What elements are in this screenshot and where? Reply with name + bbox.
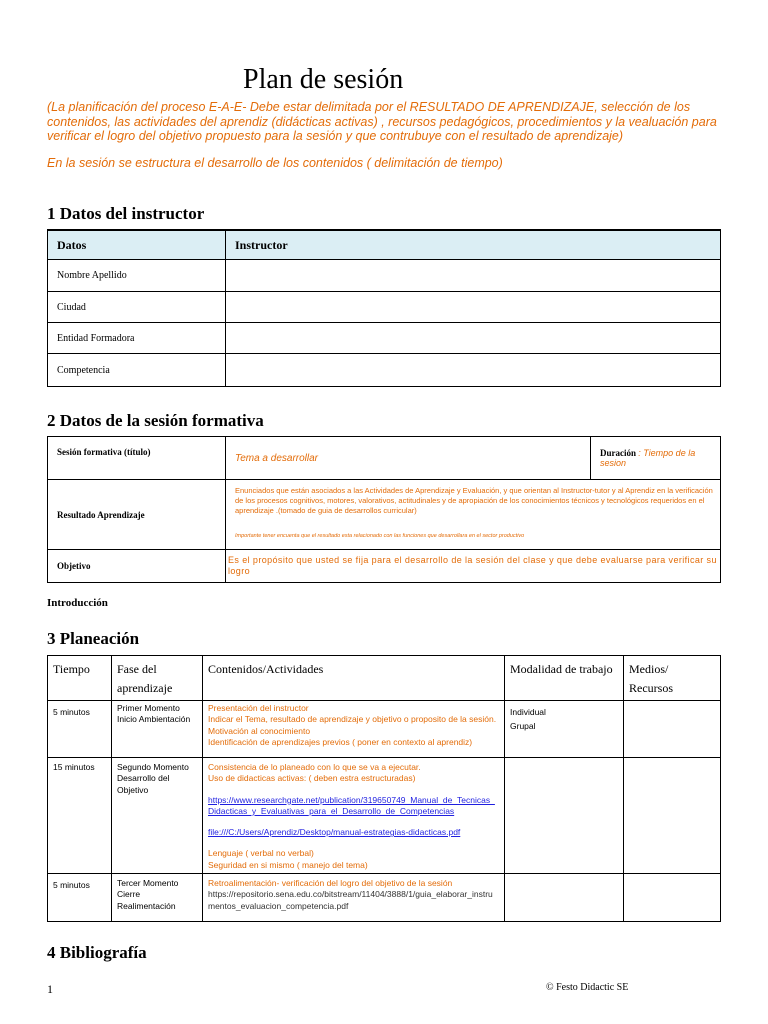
row2-contenido-2: Uso de didacticas activas: ( deben estra estructuradas) xyxy=(208,773,416,784)
row2-link-researchgate[interactable]: https://www.researchgate.net/publication/319650749_Manual_de_Tecnicas_Didacticas_y_Evaluativas_para_el_Desarrollo_de_Competencias xyxy=(208,794,495,816)
copyright: © Festo Didactic SE xyxy=(546,982,629,993)
row2-modalidad[interactable] xyxy=(505,758,624,874)
row1-medios[interactable] xyxy=(624,701,721,758)
row1-modalidad-1: Individual xyxy=(510,707,546,717)
section-2-heading: 2 Datos de la sesión formativa xyxy=(47,411,264,430)
introduccion-label: Introducción xyxy=(47,597,108,609)
section-3-heading: 3 Planeación xyxy=(47,629,140,648)
input-competencia[interactable] xyxy=(226,354,721,387)
value-resultado xyxy=(226,480,721,550)
label-sesion: Sesión formativa (título) xyxy=(48,437,226,480)
section-1-heading: 1 Datos del instructor xyxy=(47,204,205,223)
header-contenidos: Contenidos/Actividades xyxy=(203,656,505,701)
input-nombre[interactable] xyxy=(226,260,721,292)
row3-fase-line1: Tercer Momento xyxy=(117,878,179,889)
row1-contenido-4: Identificación de aprendizajes previos ( poner en contexto al aprendiz) xyxy=(208,736,473,747)
row1-modalidad xyxy=(505,701,624,758)
row-label-entidad: Entidad Formadora xyxy=(48,323,226,354)
row2-contenido-4: Seguridad en si mismo ( manejo del tema) xyxy=(208,859,368,870)
header-datos: Datos xyxy=(48,230,226,260)
value-objetivo: Es el propósito que usted se fija para el desarrollo de la sesión del clase y que debe evaluarse para verificar su logro xyxy=(226,550,721,583)
page-title: Plan de sesión xyxy=(243,64,404,95)
row3-contenido-1: Retroalimentación- verificación del logro del objetivo de la sesión xyxy=(208,878,453,889)
intro-paragraph: (La planificación del proceso E-A-E- Debe estar delimitada por el RESULTADO DE APRENDIZAJE, selección de los contenidos, las actividades del aprendiz (didácticas activas) , recursos pedagógicos, procedimientos y la vealuación para verificar el logro del objetivo propuesto para la sesión y que contrubuye con el resultado de aprendizaje) xyxy=(47,100,717,143)
label-objetivo: Objetivo xyxy=(48,550,226,583)
row2-fase-line1: Segundo Momento xyxy=(117,762,189,772)
row1-fase-line2: Inicio Ambientación xyxy=(117,714,191,725)
label-resultado: Resultado Aprendizaje xyxy=(48,480,226,550)
header-modalidad: Modalidad de trabajo xyxy=(505,656,624,701)
intro-note: En la sesión se estructura el desarrollo de los contenidos ( delimitación de tiempo) xyxy=(47,156,503,170)
value-sesion: Tema a desarrollar xyxy=(226,437,591,480)
duracion-cell xyxy=(591,437,721,480)
row3-contenidos xyxy=(203,874,505,922)
resultado-note: Importante tener encuenta que el resultado esta relacionado con las funciones que desarrollara en el sector productivo xyxy=(235,533,525,539)
input-entidad[interactable] xyxy=(226,323,721,354)
section-4-heading: 4 Bibliografía xyxy=(47,943,147,962)
row-label-nombre: Nombre Apellido xyxy=(48,260,226,292)
row1-contenidos xyxy=(203,701,505,758)
input-ciudad[interactable] xyxy=(226,292,721,323)
row1-tiempo: 5 minutos xyxy=(48,701,112,758)
session-table xyxy=(47,436,721,583)
header-instructor: Instructor xyxy=(226,230,721,260)
header-medios: Medios/ Recursos xyxy=(624,656,721,701)
instructor-table xyxy=(47,229,721,387)
row1-fase-line1: Primer Momento xyxy=(117,703,180,713)
page-number: 1 xyxy=(47,982,53,996)
row1-contenido-1: Presentación del instructor xyxy=(208,703,309,713)
row-label-ciudad: Ciudad xyxy=(48,292,226,323)
row2-contenido-1: Consistencia de lo planeado con lo que se va a ejecutar. xyxy=(208,762,421,772)
row1-contenido-3: Motivación al conocimiento xyxy=(208,725,311,736)
planeacion-table xyxy=(47,655,721,922)
row3-tiempo: 5 minutos xyxy=(48,874,112,922)
row2-link-manual[interactable]: file:///C:/Users/Aprendiz/Desktop/manual-estrategias-didacticas.pdf xyxy=(208,827,461,838)
row3-medios[interactable] xyxy=(624,874,721,922)
header-fase: Fase del aprendizaje xyxy=(112,656,203,701)
row3-fase-line2: Cierre xyxy=(117,889,141,900)
value-duracion: : Tiempo de la sesion xyxy=(600,448,696,468)
row2-fase xyxy=(112,758,203,874)
row2-contenido-3: Lenguaje ( verbal no verbal) xyxy=(208,848,314,859)
header-tiempo: Tiempo xyxy=(48,656,112,701)
row1-contenido-2: Indicar el Tema, resultado de aprendizaje y objetivo o proposito de la sesión. xyxy=(208,714,497,725)
row2-tiempo: 15 minutos xyxy=(48,758,112,874)
row3-fase-line3: Realimentación xyxy=(117,900,176,911)
row3-modalidad[interactable] xyxy=(505,874,624,922)
resultado-text: Enunciados que están asociados a las Actividades de Aprendizaje y Evaluación, y que orientan al Instructor-tutor y al Aprendiz en la verificación de los procesos cognitivos, motores, valorativos, actitudinales y de apropiación de los conocimientos técnicos y tecnológicos requeridos en el aprendizaje .(tomado de guia de desarrollos curricular) xyxy=(235,486,713,515)
row2-fase-line2: Desarrollo del Objetivo xyxy=(117,773,170,795)
label-duracion: Duración xyxy=(600,448,636,458)
row2-medios[interactable] xyxy=(624,758,721,874)
row3-link-repositorio[interactable]: https://repositorio.sena.edu.co/bitstream/11404/3888/1/guia_elaborar_instrumentos_evaluacion_competencia.pdf xyxy=(208,889,493,911)
row1-modalidad-2: Grupal xyxy=(510,721,536,732)
row1-fase xyxy=(112,701,203,758)
row2-contenidos xyxy=(203,758,505,874)
row-label-competencia: Competencia xyxy=(48,354,226,387)
row3-fase xyxy=(112,874,203,922)
